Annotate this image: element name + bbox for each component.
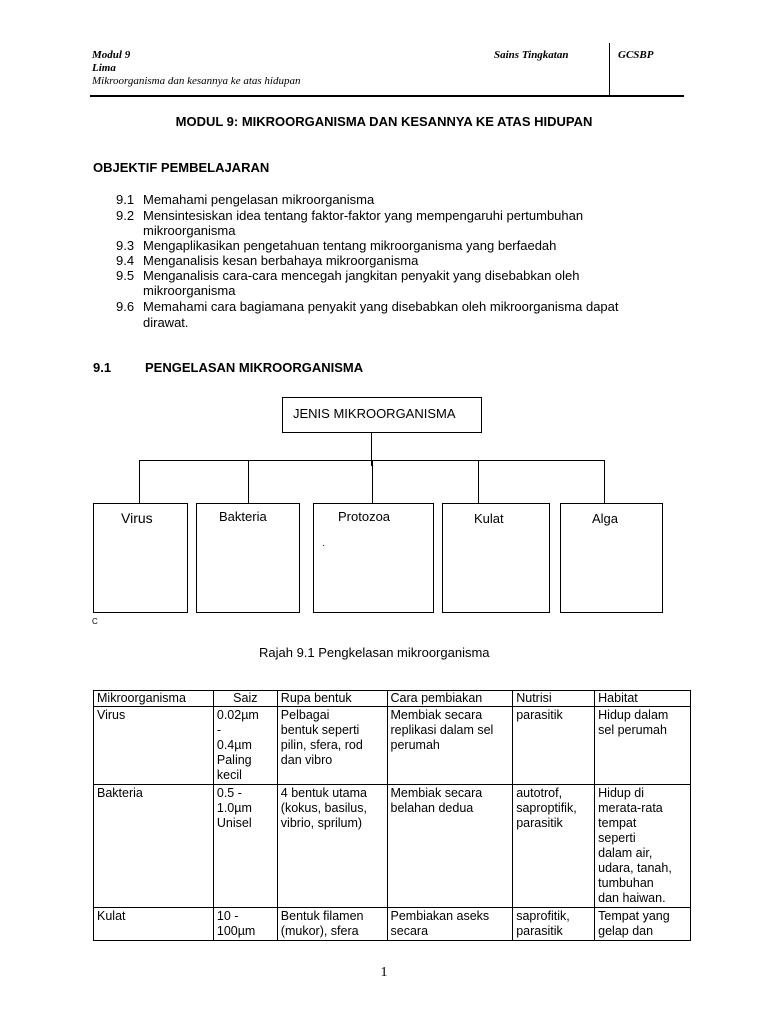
header-rule [90, 95, 684, 97]
table-header-cell: Saiz [213, 691, 277, 707]
diagram-stray-c: C [92, 617, 98, 626]
table-header-cell: Rupa bentuk [277, 691, 387, 707]
table-cell: 0.02µm - 0.4µm Paling kecil [213, 707, 277, 785]
table-cell: 4 bentuk utama (kokus, basilus, vibrio, sprilum) [277, 785, 387, 908]
diagram-root-label: JENIS MIKROORGANISMA [293, 406, 456, 421]
table-cell: 0.5 - 1.0µm Unisel [213, 785, 277, 908]
table-cell: autotrof, saproptifik, parasitik [513, 785, 595, 908]
table-header-cell: Mikroorganisma [94, 691, 214, 707]
diagram-label-alga: Alga [592, 511, 619, 526]
diagram-label-bakteria: Bakteria [219, 509, 267, 524]
diagram-branch-protozoa [372, 460, 373, 503]
diagram-label-virus: Virus [121, 510, 153, 526]
diagram-caption: Rajah 9.1 Pengkelasan mikroorganisma [259, 645, 490, 660]
table-row [94, 908, 691, 941]
table-cell: saprofitik, parasitik [513, 908, 595, 941]
table-row [94, 785, 691, 908]
header-form: Lima [92, 62, 116, 74]
table-header-row [94, 691, 691, 707]
diagram-box-protozoa [313, 503, 434, 613]
table-cell: Virus [94, 707, 214, 785]
table-row [94, 707, 691, 785]
page-title: MODUL 9: MIKROORGANISMA DAN KESANNYA KE ATAS HIDUPAN [175, 114, 593, 129]
page-number: 1 [380, 965, 388, 980]
diagram-label-protozoa: Protozoa [338, 509, 391, 524]
table-cell: parasitik [513, 707, 595, 785]
header-subtitle: Mikroorganisma dan kesannya ke atas hidupan [92, 75, 301, 87]
section-number: 9.1 [93, 360, 112, 375]
diagram-branch-kulat [478, 460, 479, 503]
table-cell: Hidup dalam sel perumah [595, 707, 691, 785]
diagram-branch-bakteria [248, 460, 249, 503]
header-left [92, 49, 300, 88]
diagram-label-kulat: Kulat [474, 511, 504, 526]
table-cell: Pelbagai bentuk seperti pilin, sfera, rod dan vibro [277, 707, 387, 785]
header-school: GCSBP [618, 49, 654, 61]
diagram-branch-alga [604, 460, 605, 503]
table-header-cell: Nutrisi [513, 691, 595, 707]
table-cell: Hidup di merata-rata tempat seperti dalam air, udara, tanah, tumbuhan dan haiwan. [595, 785, 691, 908]
table-cell: Bentuk filamen (mukor), sfera [277, 908, 387, 941]
diagram-stray-mark: · [322, 540, 326, 551]
table-cell: Pembiakan aseks secara [387, 908, 513, 941]
diagram-branch-virus [139, 460, 140, 503]
table-header-cell: Habitat [595, 691, 691, 707]
table-header-cell: Cara pembiakan [387, 691, 513, 707]
table-cell: Kulat [94, 908, 214, 941]
header-module: Modul 9 [92, 49, 131, 61]
header-subject: Sains Tingkatan [494, 49, 569, 61]
header-vertical-divider [609, 43, 610, 95]
diagram-box-alga [560, 503, 663, 613]
table-cell: Bakteria [94, 785, 214, 908]
diagram-box-kulat [442, 503, 550, 613]
table-cell: Membiak secara replikasi dalam sel perumah [387, 707, 513, 785]
diagram-root-box [282, 397, 482, 433]
table-cell: Tempat yang gelap dan [595, 908, 691, 941]
diagram-box-virus [93, 503, 188, 613]
objectives-heading: OBJEKTIF PEMBELAJARAN [93, 160, 270, 175]
diagram-box-bakteria [196, 503, 300, 613]
microorganism-table [93, 690, 691, 941]
section-title: PENGELASAN MIKROORGANISMA [145, 360, 364, 375]
table-cell: Membiak secara belahan dedua [387, 785, 513, 908]
table-cell: 10 - 100µm [213, 908, 277, 941]
